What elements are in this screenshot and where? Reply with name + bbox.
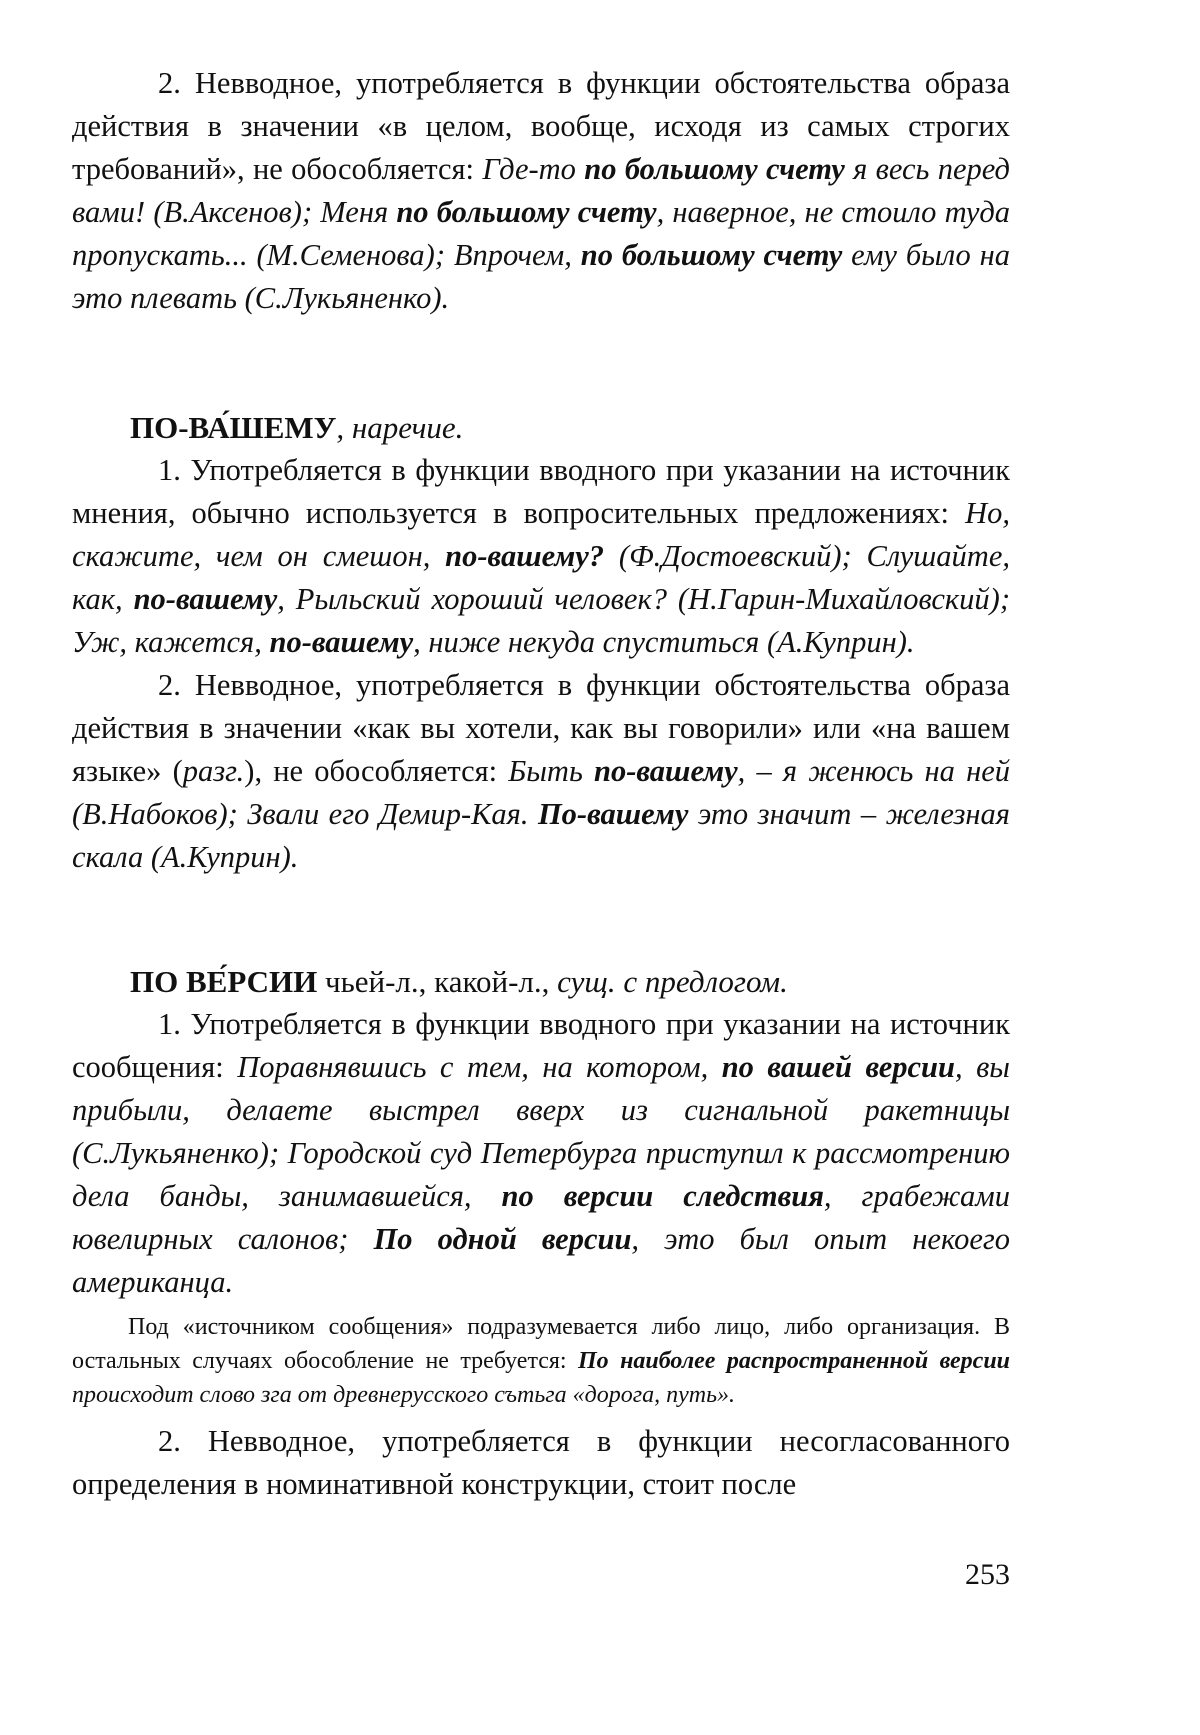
sense-2-paragraph bbox=[72, 1420, 1010, 1506]
example-text: , вы прибыли, делаете выстрел вверх из сигнальной ракетницы (С.Лукьяненко); Городской суд Петербурга приступил к рассмотрению дела банды, занимавшейся, bbox=[72, 1050, 1010, 1213]
sense-2-paragraph bbox=[72, 664, 1010, 879]
part-of-speech: сущ. с предлогом. bbox=[557, 964, 788, 999]
example-text: ему было на это плевать (С.Лукьяненко). bbox=[72, 238, 1011, 315]
headword: ПО-ВА́ШЕМУ bbox=[130, 410, 337, 445]
example-text: Но, скажите, чем он смешон, bbox=[72, 496, 1010, 573]
example-text: Где-то bbox=[482, 152, 585, 186]
example-key-phrase: по большому счету bbox=[584, 152, 845, 186]
example-text: , это был опыт некоего американца. bbox=[72, 1222, 1011, 1299]
example-key-phrase: по-вашему bbox=[594, 754, 738, 788]
definition-text: Под «источником сообщения» подразумевается либо лицо, либо организация. В остальных случаях обособление не требуется: bbox=[72, 1314, 1010, 1374]
entry-heading bbox=[72, 406, 1010, 449]
example-key-phrase: по версии следствия bbox=[501, 1179, 824, 1213]
example-text: я весь перед вами! (В.Аксенов); Меня bbox=[72, 152, 1010, 229]
example-key-phrase: По одной версии bbox=[373, 1222, 632, 1256]
government: чьей-л., какой-л., bbox=[317, 964, 558, 999]
example-text: Быть bbox=[508, 754, 594, 788]
sense-2-paragraph bbox=[72, 62, 1010, 320]
example-text: происходит слово зга от древнерусского сътьга «дорога, путь». bbox=[72, 1382, 736, 1408]
example-key-phrase: по большому счету bbox=[396, 195, 657, 229]
example-key-phrase: По наиболее распространенной версии bbox=[578, 1348, 1011, 1374]
example-text: , – я женюсь на ней (В.Набоков); Звали его Демир-Кая. bbox=[72, 754, 1010, 831]
example-text: разг. bbox=[182, 754, 245, 788]
example-key-phrase: по-вашему bbox=[269, 625, 414, 659]
page-number: 253 bbox=[965, 1558, 1010, 1591]
definition-text: 1. Употребляется в функции вводного при указании на источник сообщения: bbox=[72, 1007, 1010, 1084]
definition-text: 2. Невводное, употребляется в функции обстоятельства образа действия в значении «в целом, вообще, исходя из самых строгих требований», не обособляется: bbox=[72, 66, 1010, 186]
example-key-phrase: по-вашему? bbox=[445, 539, 605, 573]
part-of-speech: , наречие. bbox=[336, 410, 464, 445]
example-text: , ниже некуда спуститься (А.Куприн). bbox=[413, 625, 915, 659]
example-text: , грабежами ювелирных салонов; bbox=[72, 1179, 1010, 1256]
definition-text: ), не обособляется: bbox=[244, 754, 509, 788]
example-text: (Ф.Достоевский); Слушайте, как, bbox=[72, 539, 1010, 616]
usage-note bbox=[72, 1310, 1010, 1412]
entry-po-versii bbox=[72, 960, 1010, 1506]
sense-1-paragraph bbox=[72, 449, 1010, 664]
headword: ПО ВЕ́РСИИ bbox=[130, 964, 318, 999]
sense-1-paragraph bbox=[72, 1003, 1010, 1304]
example-text: Поравнявшись с тем, на котором, bbox=[237, 1050, 722, 1084]
example-key-phrase: по-вашему bbox=[133, 582, 278, 616]
entry-heading bbox=[72, 960, 1010, 1003]
example-key-phrase: По-вашему bbox=[537, 797, 689, 831]
entry-po-vashemu bbox=[72, 406, 1010, 879]
definition-text: 2. Невводное, употребляется в функции несогласованного определения в номинативной конструкции, стоит после bbox=[72, 1424, 1010, 1501]
example-key-phrase: по вашей версии bbox=[721, 1050, 955, 1084]
definition-text: 2. Невводное, употребляется в функции обстоятельства образа действия в значении «как вы хотели, как вы говорили» или «на вашем языке» ( bbox=[72, 668, 1010, 788]
example-text: это значит – железная скала (А.Куприн). bbox=[72, 797, 1010, 874]
example-key-phrase: по большому счету bbox=[580, 238, 843, 272]
example-text: , Рыльский хороший человек? (Н.Гарин-Михайловский); Уж, кажется, bbox=[72, 582, 1010, 659]
definition-text: 1. Употребляется в функции вводного при указании на источник мнения, обычно используется в вопросительных предложениях: bbox=[72, 453, 1010, 530]
example-text: , наверное, не стоило туда пропускать... (М.Семенова); Впрочем, bbox=[72, 195, 1011, 272]
text-block-1 bbox=[72, 62, 1010, 320]
